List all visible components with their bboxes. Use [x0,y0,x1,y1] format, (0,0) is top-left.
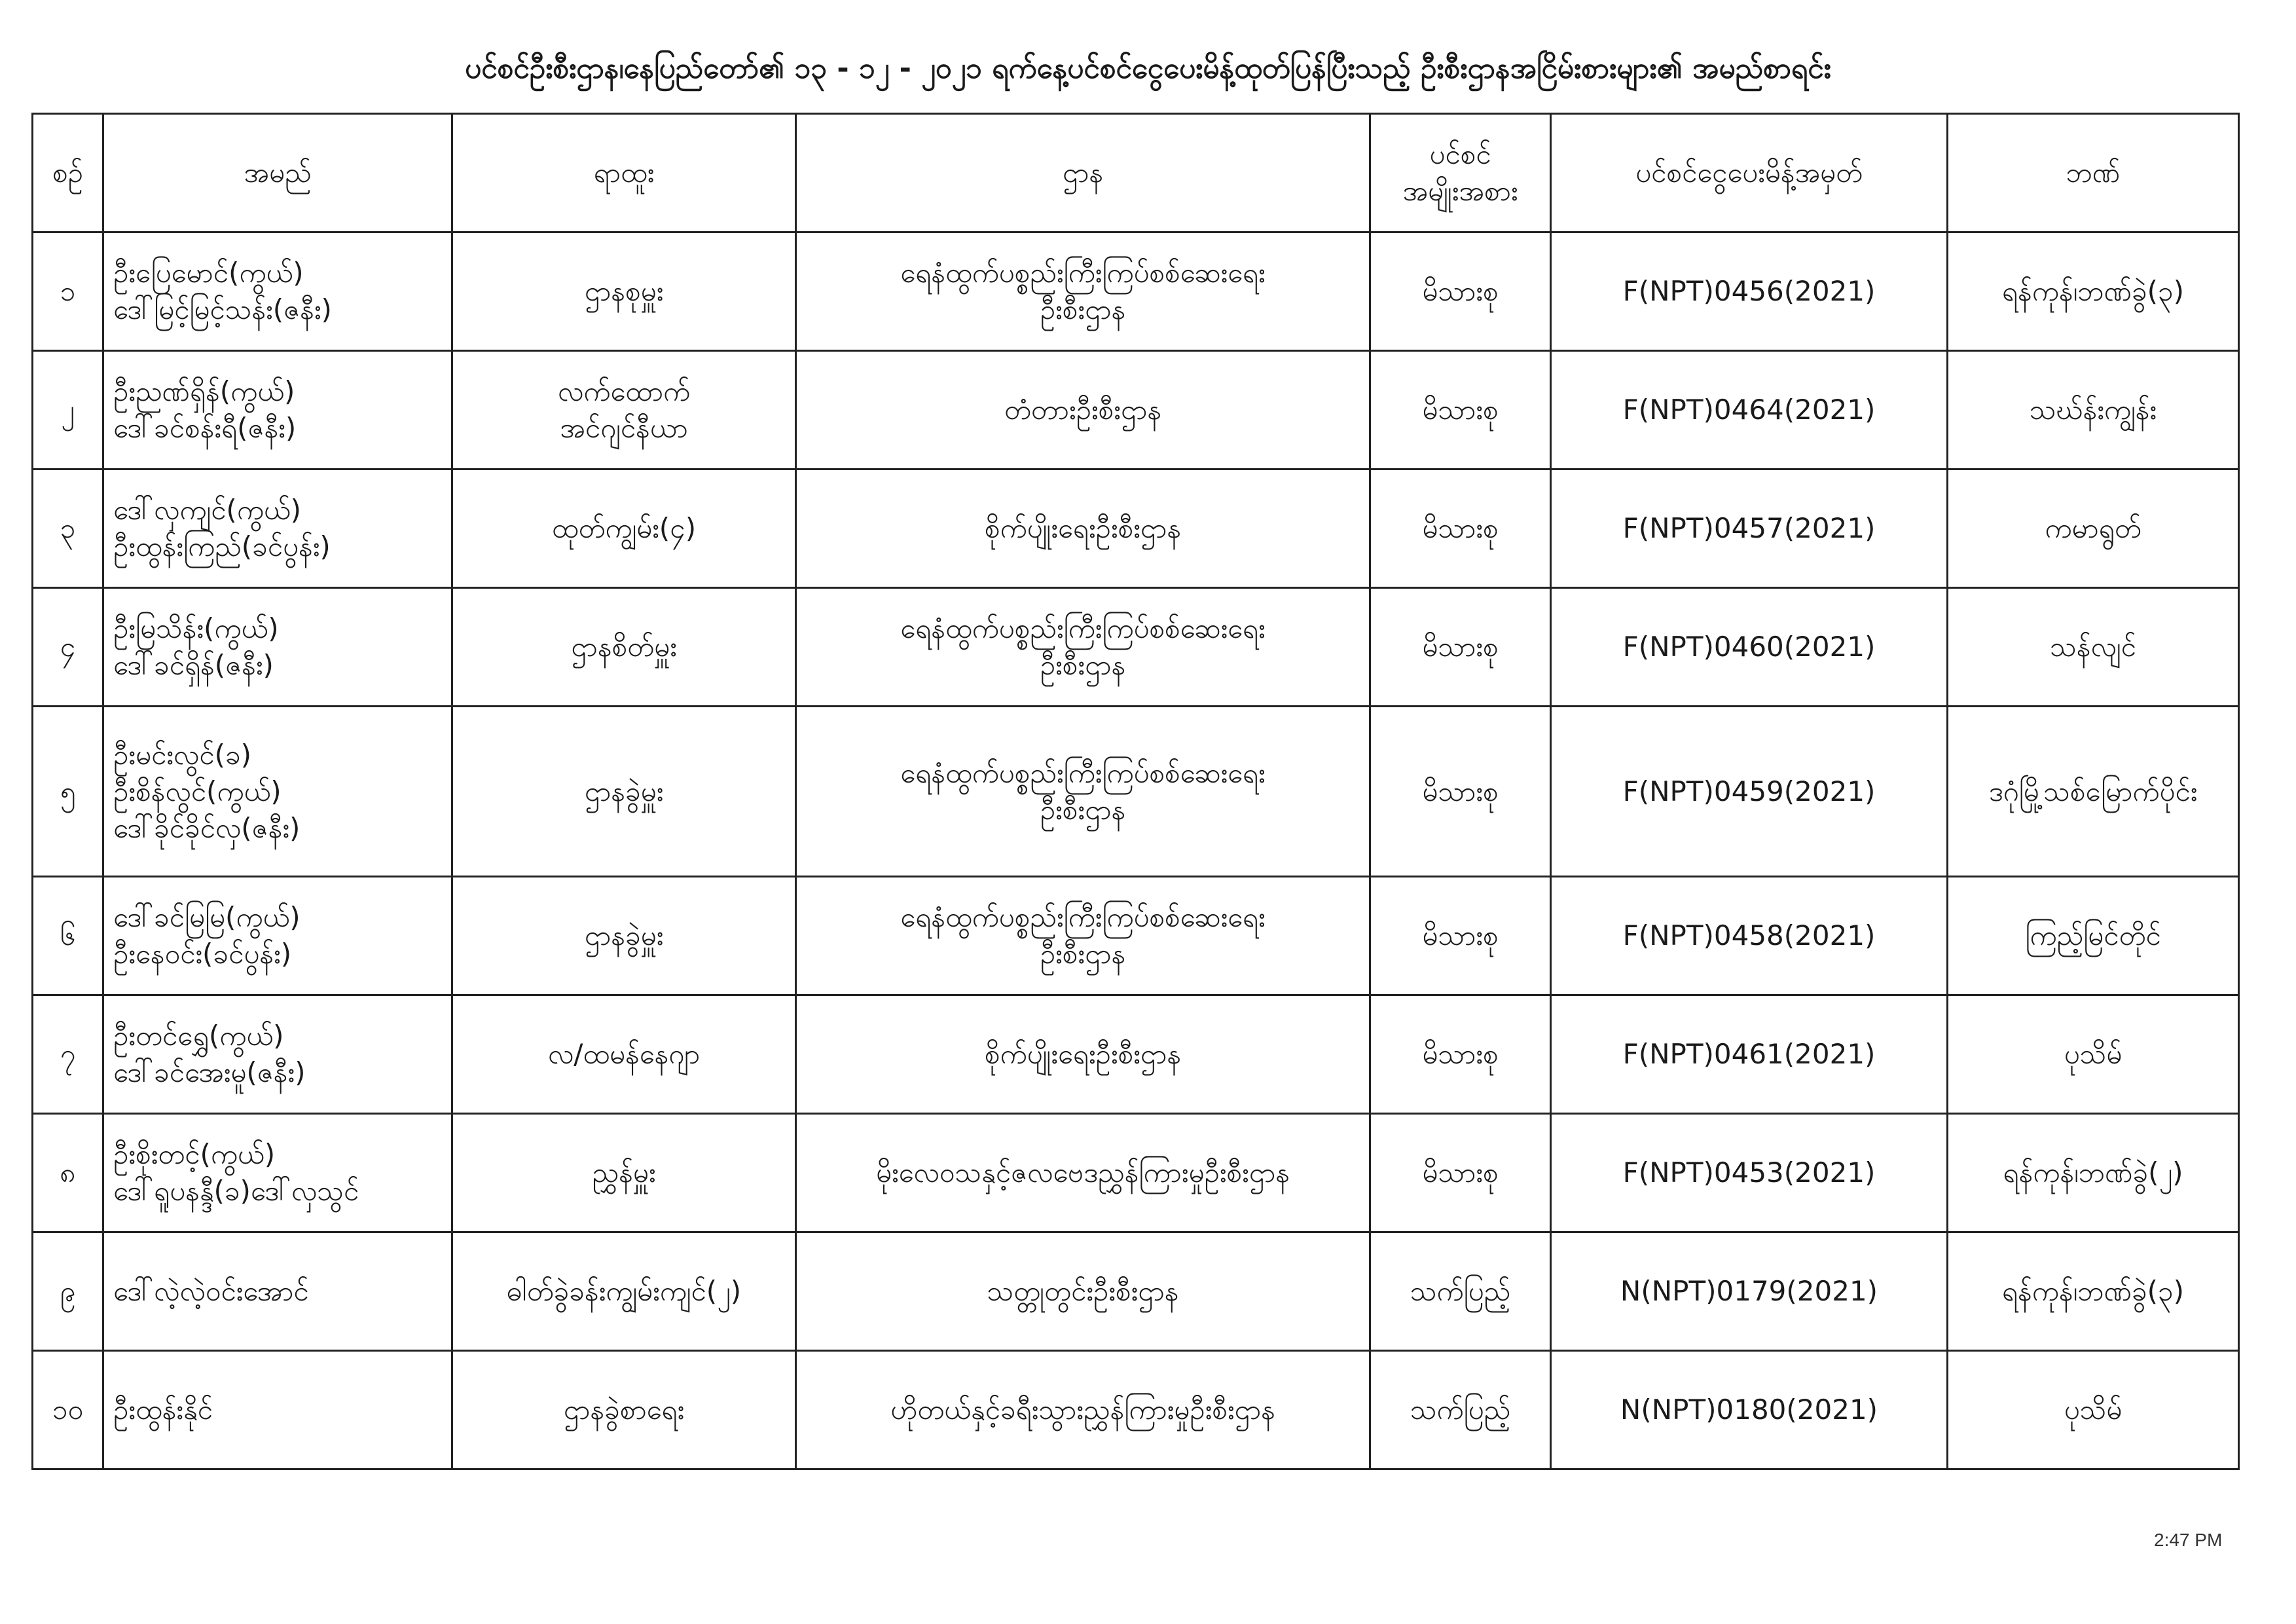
table-body [33,232,2239,1469]
cell-rank [452,995,796,1114]
department-line: ရေနံထွက်ပစ္စည်းကြီးကြပ်စစ်ဆေးရေး [900,257,1266,289]
department-line: မိုးလေဝသနှင့်ဇလဗေဒညွှန်ကြားမှုဦးစီးဌာန [875,1156,1290,1189]
table-header-row [33,114,2239,232]
table-row [33,877,2239,995]
department-line: သတ္တုတွင်းဦးစီးဌာန [987,1275,1179,1307]
name-line: ဦးညဏ်ရှိန်(ကွယ်) [113,375,295,407]
cell-bank: ရန်ကုန်၊ဘဏ်ခွဲ(၂) [1948,1114,2239,1232]
cell-department [796,588,1370,707]
header-order-number: ပင်စင်ငွေပေးမိန့်အမှတ် [1551,114,1948,232]
rank-line: ဓါတ်ခွဲခန်းကျွမ်းကျင်(၂) [506,1275,742,1307]
cell-bank: သဃ်န်းကျွန်း [1948,351,2239,470]
cell-rank [452,470,796,588]
cell-order-number: F(NPT)0456(2021) [1551,232,1948,351]
cell-department [796,707,1370,877]
cell-serial-no: ၉ [33,1232,103,1351]
cell-department [796,1114,1370,1232]
cell-rank [452,588,796,707]
header-pension-type [1370,114,1551,232]
cell-name [103,1114,452,1232]
table-row [33,1351,2239,1469]
header-pension-type-line-1: ပင်စင် [1429,138,1491,170]
cell-pension-type: သက်ပြည့် [1370,1351,1551,1469]
name-line: ဦးတင်ရွှေ(ကွယ်) [113,1020,284,1052]
cell-bank: ရန်ကုန်၊ဘဏ်ခွဲ(၃) [1948,1232,2239,1351]
table-row [33,351,2239,470]
cell-order-number: N(NPT)0180(2021) [1551,1351,1948,1469]
name-line: ဒေါ်ခင်စန်းရီ(ဇနီး) [113,412,297,444]
table-row [33,707,2239,877]
cell-name [103,232,452,351]
department-line: ရေနံထွက်ပစ္စည်းကြီးကြပ်စစ်ဆေးရေး [900,756,1266,789]
cell-name [103,351,452,470]
cell-rank [452,707,796,877]
cell-serial-no: ၃ [33,470,103,588]
cell-name [103,1232,452,1351]
cell-department [796,232,1370,351]
cell-order-number: F(NPT)0453(2021) [1551,1114,1948,1232]
name-line: ဦးမြသိန်း(ကွယ်) [113,612,279,644]
name-line: ဒေါ်မြင့်မြင့်သန်း(ဇနီး) [113,293,332,325]
name-line: ဦးနေဝင်း(ခင်ပွန်း) [113,938,292,970]
cell-rank [452,1114,796,1232]
cell-rank [452,1351,796,1469]
header-department: ဌာန [796,114,1370,232]
department-line: စိုက်ပျိုးရေးဦးစီးဌာန [984,512,1182,544]
department-line: ဦးစီးဌာန [1040,938,1126,970]
department-line: ဦးစီးဌာန [1040,793,1126,826]
department-line: ဦးစီးဌာန [1040,649,1126,681]
cell-pension-type: မိသားစု [1370,877,1551,995]
name-line: ဦးထွန်းကြည်(ခင်ပွန်း) [113,530,331,563]
cell-pension-type: မိသားစု [1370,995,1551,1114]
cell-bank: ပုသိမ် [1948,1351,2239,1469]
cell-serial-no: ၇ [33,995,103,1114]
cell-department [796,351,1370,470]
cell-serial-no: ၂ [33,351,103,470]
cell-pension-type: မိသားစု [1370,351,1551,470]
table-row [33,995,2239,1114]
rank-line: ဌာနခွဲမှူး [584,775,664,807]
department-line: ဦးစီးဌာန [1040,293,1126,325]
document-title: ပင်စင်ဦးစီးဌာန၊နေပြည်တော်၏ ၁၃ - ၁၂ - ၂၀၂၁ ရက်နေ့ပင်စင်ငွေပေးမိန့်ထုတ်ပြန်ပြီးသည့် ဦးစီးဌာနအငြိမ်းစားများ၏ အမည်စာရင်း [465,52,1831,85]
cell-department [796,877,1370,995]
name-line: ဒေါ်လဲ့လဲ့ဝင်းအောင် [113,1275,309,1307]
cell-order-number: F(NPT)0458(2021) [1551,877,1948,995]
cell-name [103,1351,452,1469]
cell-serial-no: ၁ [33,232,103,351]
cell-pension-type: မိသားစု [1370,232,1551,351]
rank-line: လ/ထမန်နေဂျာ [547,1038,701,1070]
header-name: အမည် [103,114,452,232]
cell-pension-type: မိသားစု [1370,470,1551,588]
rank-line: ဌာနစိတ်မှူး [571,631,677,663]
department-line: တံတားဦးစီးဌာန [1004,394,1162,426]
cell-bank: ရန်ကုန်၊ဘဏ်ခွဲ(၃) [1948,232,2239,351]
cell-name [103,588,452,707]
cell-name [103,995,452,1114]
header-serial-no: စဉ် [33,114,103,232]
name-line: ဒေါ်ခင်မြမြ(ကွယ်) [113,901,301,933]
rank-line: အင်ဂျင်နီယာ [560,412,688,444]
cell-order-number: F(NPT)0457(2021) [1551,470,1948,588]
cell-rank [452,351,796,470]
cell-order-number: F(NPT)0460(2021) [1551,588,1948,707]
cell-serial-no: ၁၀ [33,1351,103,1469]
rank-line: ဌာနစုမှူး [584,275,664,307]
cell-rank [452,877,796,995]
header-bank: ဘဏ် [1948,114,2239,232]
table-row [33,470,2239,588]
timestamp: 2:47 PM [2154,1530,2223,1550]
cell-order-number: F(NPT)0464(2021) [1551,351,1948,470]
table-row [33,1114,2239,1232]
cell-bank: ကမာရွတ် [1948,470,2239,588]
cell-pension-type: မိသားစု [1370,588,1551,707]
rank-line: လက်ထောက် [557,375,691,407]
cell-department [796,1351,1370,1469]
name-line: ဒေါ်ခိုင်ခိုင်လှ(ဇနီး) [113,811,301,844]
table-row [33,1232,2239,1351]
name-line: ဒေါ်ခင်ရှိန်(ဇနီး) [113,649,274,681]
cell-order-number: F(NPT)0461(2021) [1551,995,1948,1114]
cell-name [103,707,452,877]
cell-bank: ပုသိမ် [1948,995,2239,1114]
rank-line: ဌာနခွဲစာရေး [563,1393,685,1426]
cell-pension-type: သက်ပြည့် [1370,1232,1551,1351]
cell-department [796,995,1370,1114]
cell-order-number: N(NPT)0179(2021) [1551,1232,1948,1351]
cell-rank [452,232,796,351]
cell-pension-type: မိသားစု [1370,1114,1551,1232]
name-line: ဦးထွန်းနိုင် [113,1393,213,1426]
cell-serial-no: ၆ [33,877,103,995]
table-row [33,588,2239,707]
cell-pension-type: မိသားစု [1370,707,1551,877]
rank-line: ညွှန်မှူး [592,1156,656,1189]
rank-line: ဌာနခွဲမှူး [584,919,664,951]
name-line: ဒေါ်ခင်အေးမူ(ဇနီး) [113,1056,306,1088]
department-line: ဟိုတယ်နှင့်ခရီးသွားညွှန်ကြားမှုဦးစီးဌာန [890,1393,1275,1426]
cell-name [103,877,452,995]
cell-bank: သန်လျင် [1948,588,2239,707]
header-pension-type-line-2: အမျိုးအစား [1402,175,1518,207]
cell-bank: ဒဂုံမြို့သစ်မြောက်ပိုင်း [1948,707,2239,877]
cell-name [103,470,452,588]
cell-department [796,470,1370,588]
department-line: စိုက်ပျိုးရေးဦးစီးဌာန [984,1038,1182,1070]
cell-serial-no: ၈ [33,1114,103,1232]
name-line: ဦးပြေမောင်(ကွယ်) [113,257,304,289]
cell-bank: ကြည့်မြင်တိုင် [1948,877,2239,995]
department-line: ရေနံထွက်ပစ္စည်းကြီးကြပ်စစ်ဆေးရေး [900,612,1266,644]
name-line: ဒေါ်လှကျင်(ကွယ်) [113,494,302,526]
header-rank: ရာထူး [452,114,796,232]
cell-serial-no: ၄ [33,588,103,707]
table-row [33,232,2239,351]
cell-serial-no: ၅ [33,707,103,877]
name-line: ဦးမင်းလွင်(ခ) [113,738,251,771]
name-line: ဦးစိုးတင့်(ကွယ်) [113,1138,276,1170]
name-line: ဦးစိန်လွင်(ကွယ်) [113,775,282,807]
cell-rank [452,1232,796,1351]
rank-line: ထုတ်ကျွမ်း(၄) [551,512,697,544]
cell-department [796,1232,1370,1351]
pension-roster-table [31,113,2240,1470]
cell-order-number: F(NPT)0459(2021) [1551,707,1948,877]
name-line: ဒေါ်ရူပနန္ဒီ(ခ)ဒေါ်လှသွင် [113,1175,359,1207]
department-line: ရေနံထွက်ပစ္စည်းကြီးကြပ်စစ်ဆေးရေး [900,901,1266,933]
